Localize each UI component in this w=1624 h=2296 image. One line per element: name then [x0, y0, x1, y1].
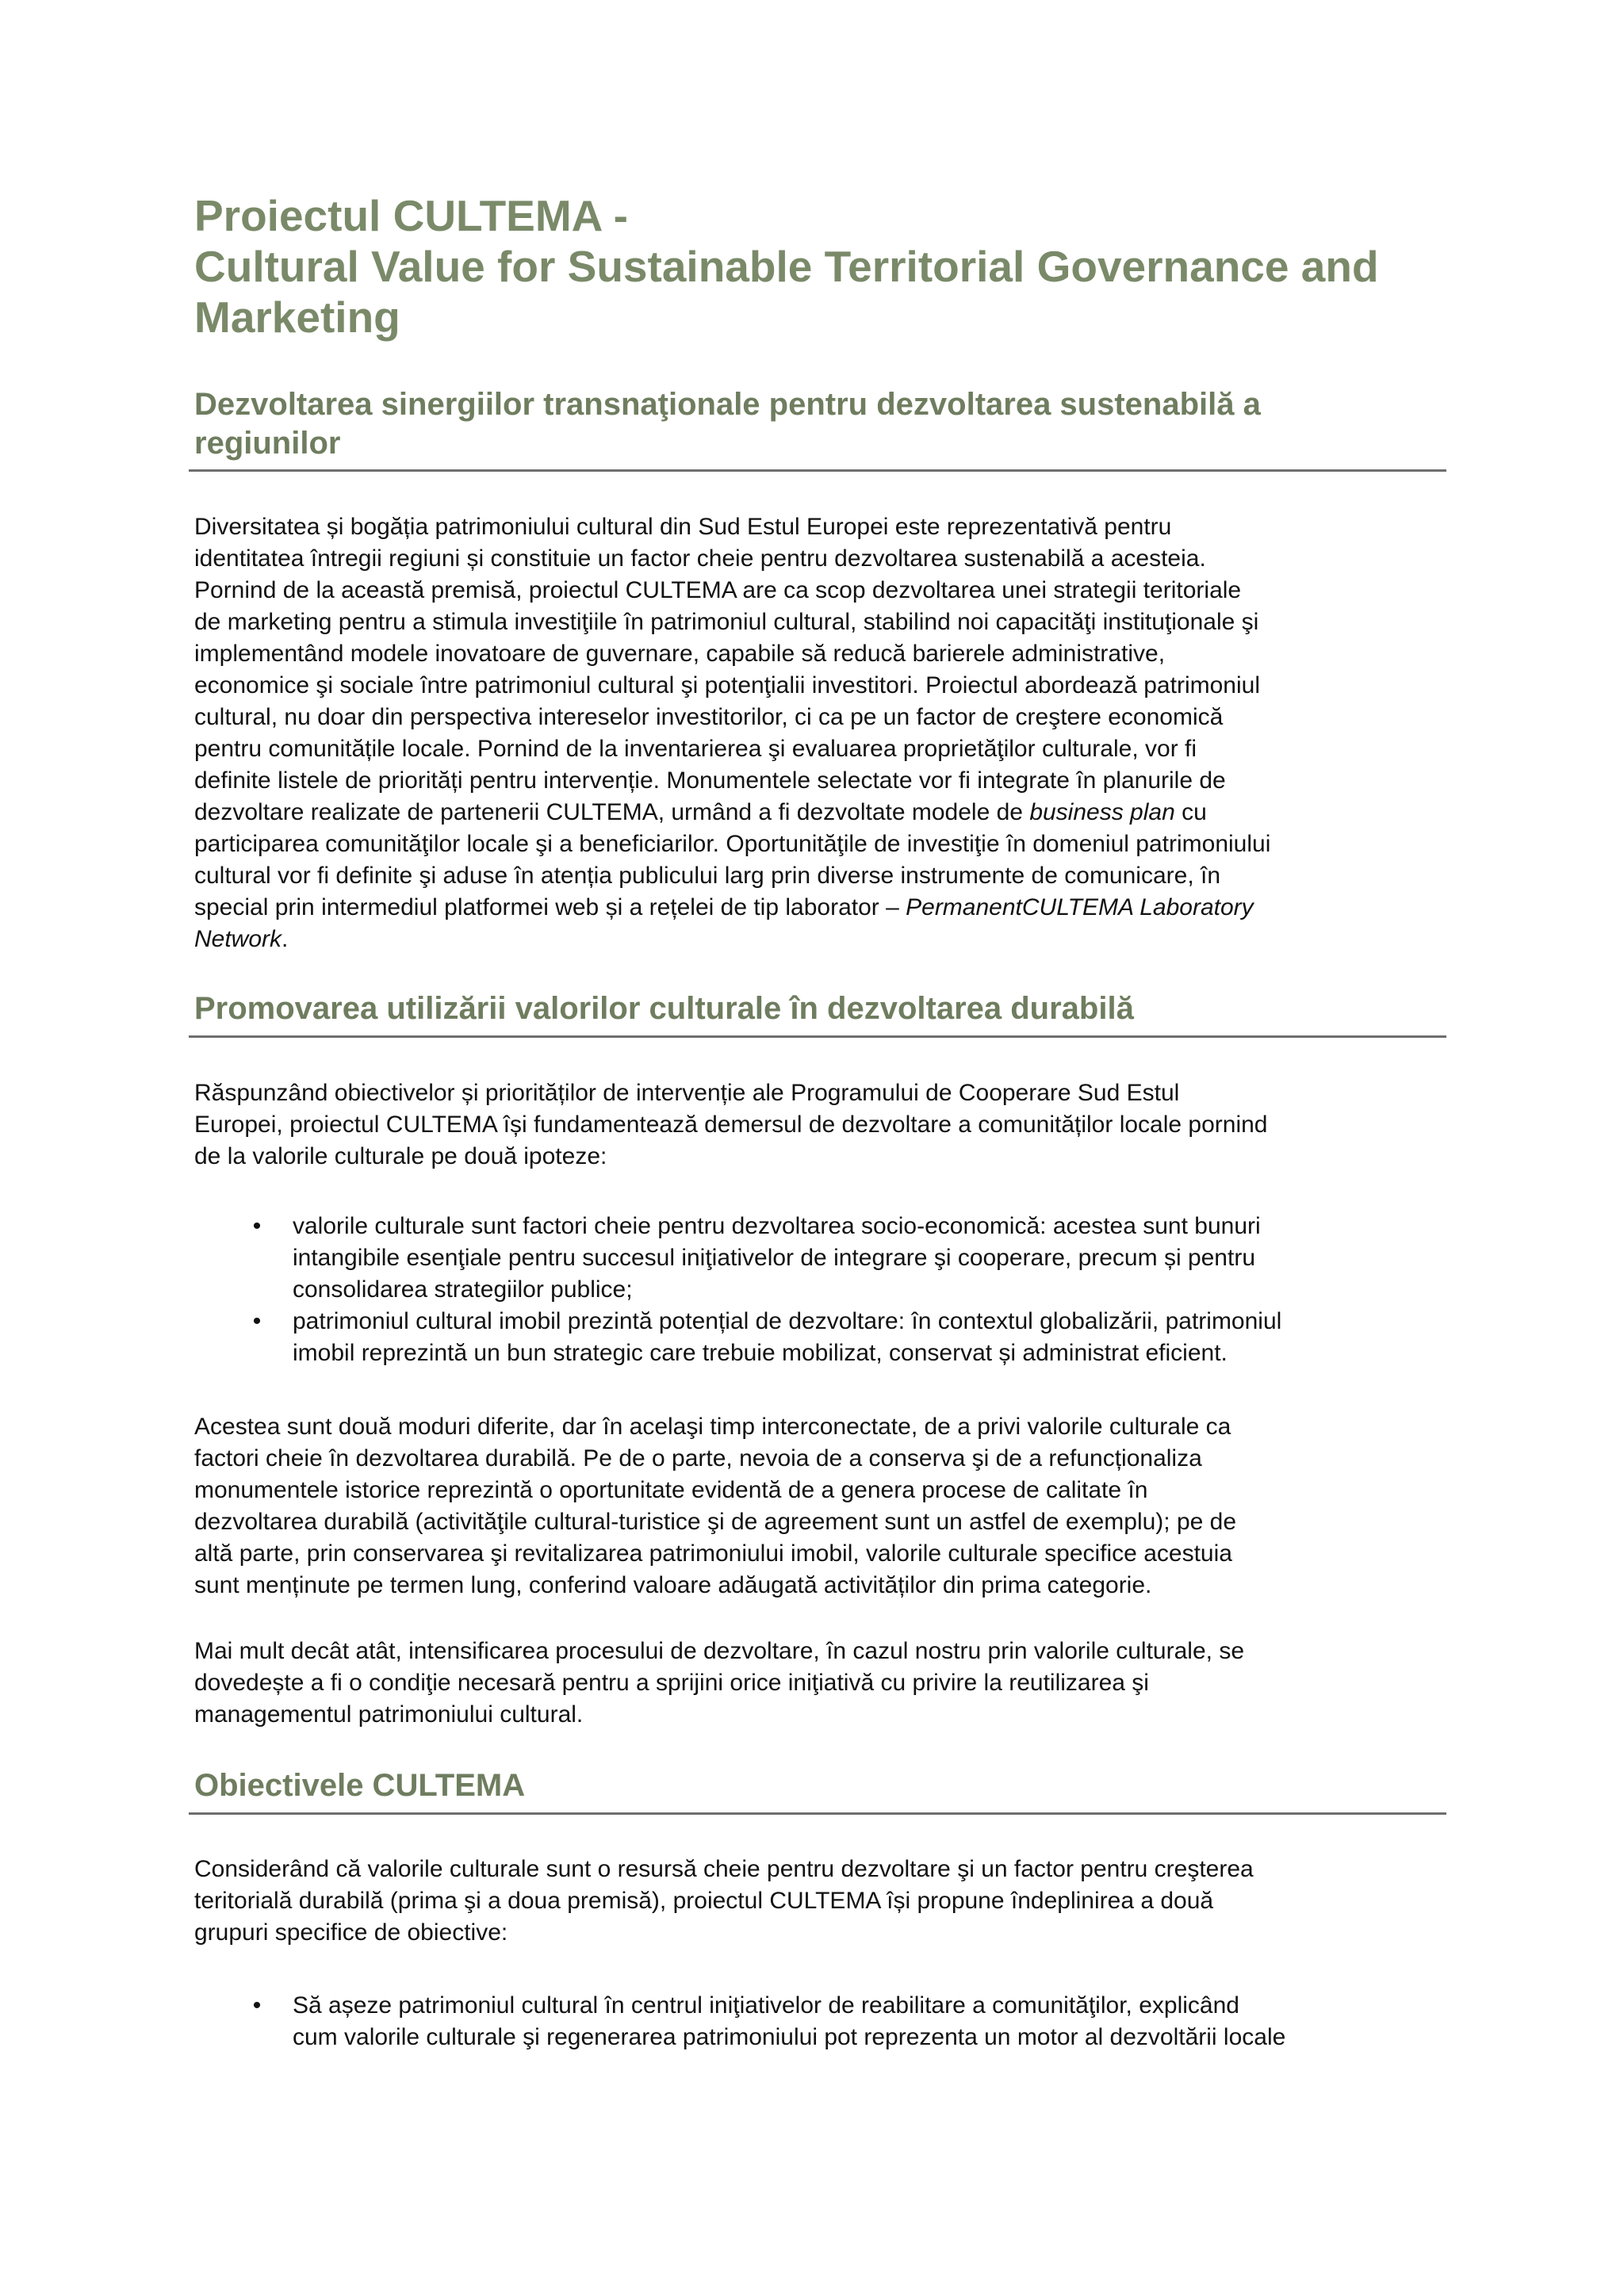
text-line: teritorială durabilă (prima şi a doua premisă), proiectul CULTEMA își propune îndeplinirea a două	[194, 1888, 1214, 1914]
text-line: de la valorile culturale pe două ipoteze:	[194, 1143, 607, 1169]
paragraph-acestea	[194, 1411, 1463, 1601]
text-line: grupuri specifice de obiective:	[194, 1919, 508, 1946]
paragraph-considerand	[194, 1854, 1463, 1949]
text-line: Pornind de la această premisă, proiectul CULTEMA are ca scop dezvoltarea unei strategii teritoriale	[194, 577, 1242, 603]
text-line: Răspunzând obiectivelor și priorităților de intervenție ale Programului de Cooperare Sud Estul	[194, 1080, 1180, 1106]
text-line: managementul patrimoniului cultural.	[194, 1701, 584, 1728]
list-item	[194, 1306, 1463, 1369]
text-line: factori cheie în dezvoltarea durabilă. Pe de o parte, nevoia de a conserva şi de a refuncționaliza	[194, 1445, 1202, 1471]
section-divider	[189, 1812, 1446, 1815]
text-fragment: .	[282, 926, 289, 952]
text-line: patrimoniul cultural imobil prezintă potențial de dezvoltare: în contextul globalizării, patrimoniul	[293, 1308, 1282, 1334]
text-line: dezvoltarea durabilă (activităţile cultural-turistice şi de agreement sunt un astfel de exemplu); pe de	[194, 1509, 1237, 1535]
heading-line: regiunilor	[194, 426, 341, 461]
text-fragment: dezvoltare realizate de partenerii CULTEMA, urmând a fi dezvoltate modele de	[194, 799, 1030, 825]
title-line: Marketing	[194, 293, 400, 342]
section-heading-sinergii	[194, 385, 1447, 463]
text-line: cum valorile culturale şi regenerarea patrimoniului pot reprezenta un motor al dezvoltării locale	[293, 2024, 1286, 2050]
bullet-icon: •	[252, 1213, 262, 1239]
paragraph-diversitatea	[194, 511, 1463, 955]
heading-line: Promovarea utilizării valorilor culturale în dezvoltarea durabilă	[194, 991, 1134, 1026]
text-line: de marketing pentru a stimula investiţiile în patrimoniul cultural, stabilind noi capacităţi instituţionale şi	[194, 609, 1259, 635]
italic-fragment: business plan	[1029, 799, 1175, 825]
text-line: cultural vor fi definite şi aduse în atenția publicului larg prin diverse instrumente de comunicare, în	[194, 863, 1221, 889]
text-line: economice şi sociale între patrimoniul cultural şi potenţialii investitori. Proiectul abordează patrimoniul	[194, 672, 1260, 698]
text-fragment: cu	[1174, 799, 1207, 825]
text-line: Acestea sunt două moduri diferite, dar în acelaşi timp interconectate, de a privi valorile culturale ca	[194, 1414, 1231, 1440]
section-divider	[189, 469, 1446, 472]
bullet-icon: •	[252, 1308, 262, 1334]
text-line: Europei, proiectul CULTEMA își fundamentează demersul de dezvoltare a comunităților locale pornind	[194, 1112, 1268, 1138]
text-line: altă parte, prin conservarea şi revitalizarea patrimoniului imobil, valorile culturale specifice acestuia	[194, 1540, 1232, 1567]
text-line	[194, 924, 1463, 955]
heading-line: Dezvoltarea sinergiilor transnaţionale pentru dezvoltarea sustenabilă a	[194, 387, 1261, 422]
text-line: intangibile esenţiale pentru succesul iniţiativelor de integrare şi cooperare, precum și pentru	[293, 1245, 1256, 1271]
section-divider	[189, 1035, 1446, 1038]
list-item	[194, 1211, 1463, 1306]
text-line: cultural, nu doar din perspectiva intereselor investitorilor, ci ca pe un factor de creştere economică	[194, 704, 1224, 730]
objectives-list	[194, 1990, 1463, 2053]
text-line: Diversitatea și bogăția patrimoniului cultural din Sud Estul Europei este reprezentativă pentru	[194, 514, 1172, 540]
text-line: imobil reprezintă un bun strategic care trebuie mobilizat, conservat și administrat eficient.	[293, 1340, 1228, 1366]
hypotheses-list	[194, 1211, 1463, 1369]
text-line: Mai mult decât atât, intensificarea procesului de dezvoltare, în cazul nostru prin valorile culturale, se	[194, 1638, 1244, 1664]
section-heading-promovarea	[194, 989, 1447, 1028]
paragraph-raspunzand	[194, 1077, 1463, 1173]
text-line: participarea comunităţilor locale şi a beneficiarilor. Oportunităţile de investiţie în domeniul patrimoniului	[194, 831, 1271, 857]
text-line	[194, 797, 1463, 828]
text-line	[194, 892, 1463, 924]
paragraph-mai-mult	[194, 1636, 1463, 1731]
title-line: Cultural Value for Sustainable Territorial Governance and	[194, 242, 1379, 291]
text-line: dovedește a fi o condiţie necesară pentru a sprijini orice iniţiativă cu privire la reutilizarea şi	[194, 1670, 1149, 1696]
text-line: Considerând că valorile culturale sunt o resursă cheie pentru dezvoltare şi un factor pentru creşterea	[194, 1856, 1254, 1882]
heading-line: Obiectivele CULTEMA	[194, 1768, 526, 1803]
text-line: implementând modele inovatoare de guvernare, capabile să reducă barierele administrative,	[194, 641, 1166, 667]
list-item	[194, 1990, 1463, 2053]
text-line: pentru comunitățile locale. Pornind de la inventarierea şi evaluarea proprietăţilor culturale, vor fi	[194, 736, 1197, 762]
italic-fragment: Network	[194, 926, 282, 952]
text-line: sunt menținute pe termen lung, conferind valoare adăugată activităților din prima categorie.	[194, 1572, 1152, 1598]
title-line: Proiectul CULTEMA -	[194, 191, 628, 240]
text-line: consolidarea strategiilor publice;	[293, 1276, 633, 1303]
text-line: definite listele de priorități pentru intervenție. Monumentele selectate vor fi integrate în planurile de	[194, 767, 1226, 794]
text-fragment: special prin intermediul platformei web și a rețelei de tip laborator –	[194, 894, 906, 920]
italic-fragment: PermanentCULTEMA Laboratory	[906, 894, 1254, 920]
text-line: Să așeze patrimoniul cultural în centrul iniţiativelor de reabilitare a comunităţilor, explicând	[293, 1992, 1239, 2019]
text-line: valorile culturale sunt factori cheie pentru dezvoltarea socio-economică: acestea sunt bunuri	[293, 1213, 1261, 1239]
document-title	[194, 190, 1463, 342]
text-line: monumentele istorice reprezintă o oportunitate evidentă de a genera procese de calitate în	[194, 1477, 1148, 1503]
bullet-icon: •	[252, 1992, 262, 2019]
section-heading-obiectivele	[194, 1766, 1447, 1805]
text-line: identitatea întregii regiuni și constituie un factor cheie pentru dezvoltarea sustenabilă a acesteia.	[194, 545, 1206, 572]
